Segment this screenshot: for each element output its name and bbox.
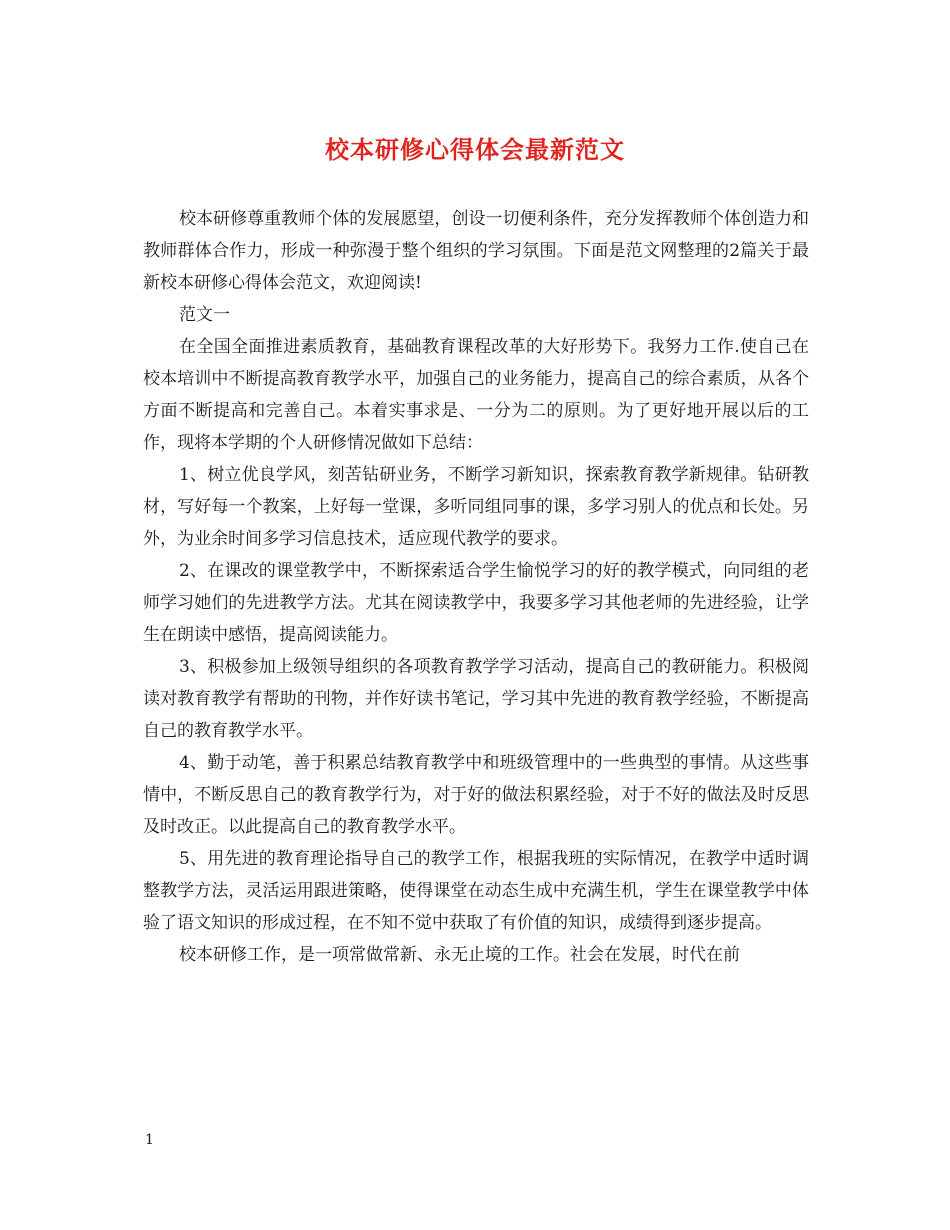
closing-paragraph: 校本研修工作，是一项常做常新、永无止境的工作。社会在发展，时代在前 bbox=[179, 945, 740, 965]
list-item-4: 4、勤于动笔，善于积累总结教育教学中和班级管理中的一些典型的事情。从这些事情中，不断反思自己的教育教学行为，对于好的做法积累经验，对于不好的做法及时反思及时改正。以此提高自己的教育教学水平。 bbox=[143, 753, 809, 837]
document-title: 校本研修心得体会最新范文 bbox=[325, 136, 625, 164]
list-item-2: 2、在课改的课堂教学中，不断探索适合学生愉悦学习的好的教学模式，向同组的老师学习她们的先进教学方法。尤其在阅读教学中，我要多学习其他老师的先进经验，让学生在朗读中感悟，提高阅读能力。 bbox=[143, 561, 809, 645]
body-paragraph: 在全国全面推进素质教育，基础教育课程改革的大好形势下。我努力工作.使自己在校本培训中不断提高教育教学水平，加强自己的业务能力，提高自己的综合素质，从各个方面不断提高和完善自己。本着实事求是、一分为二的原则。为了更好地开展以后的工作，现将本学期的个人研修情况做如下总结： bbox=[143, 337, 809, 453]
document-body bbox=[143, 203, 809, 971]
list-item-3: 3、积极参加上级领导组织的各项教育教学学习活动，提高自己的教研能力。积极阅读对教育教学有帮助的刊物，并作好读书笔记，学习其中先进的教育教学经验，不断提高自己的教育教学水平。 bbox=[143, 657, 809, 741]
list-item-5: 5、用先进的教育理论指导自己的教学工作，根据我班的实际情况，在教学中适时调整教学方法，灵活运用跟进策略，使得课堂在动态生成中充满生机，学生在课堂教学中体验了语文知识的形成过程，在不知不觉中获取了有价值的知识，成绩得到逐步提高。 bbox=[143, 849, 809, 933]
section-heading: 范文一 bbox=[179, 305, 230, 325]
list-item-1: 1、树立优良学风，刻苦钻研业务，不断学习新知识，探索教育教学新规律。钻研教材，写好每一个教案，上好每一堂课，多听同组同事的课，多学习别人的优点和长处。另外，为业余时间多学习信息技术，适应现代教学的要求。 bbox=[143, 465, 809, 549]
page-number: 1 bbox=[145, 1132, 154, 1148]
intro-paragraph: 校本研修尊重教师个体的发展愿望，创设一切便利条件，充分发挥教师个体创造力和教师群体合作力，形成一种弥漫于整个组织的学习氛围。下面是范文网整理的2篇关于最新校本研修心得体会范文，欢迎阅读! bbox=[143, 209, 809, 293]
